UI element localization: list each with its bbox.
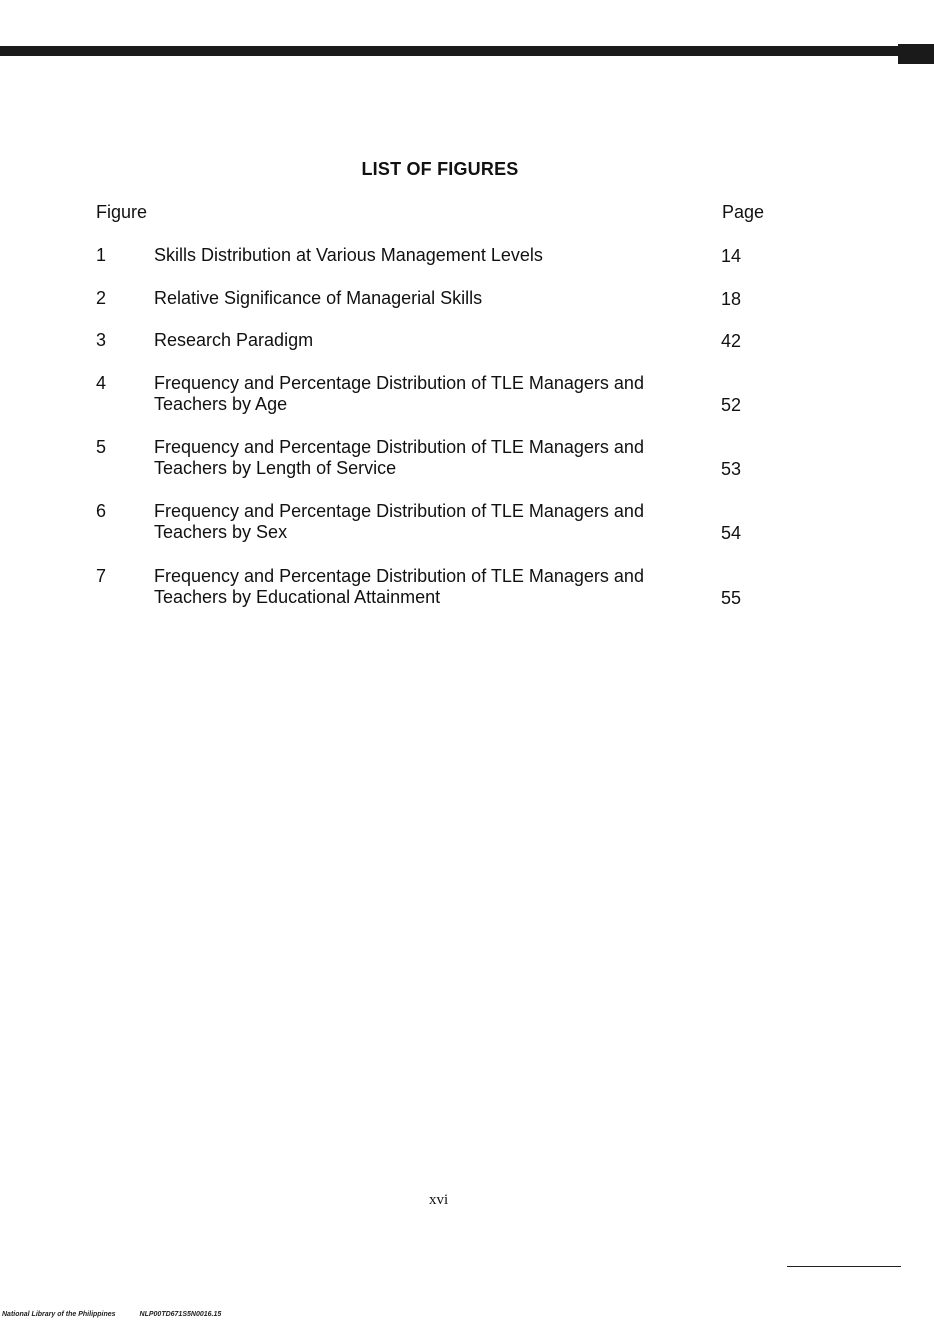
figure-caption: Frequency and Percentage Distribution of TLE Managers and Teachers by Educational Attainment [154,566,644,607]
footer-library-name: National Library of the Philippines [2,1311,116,1318]
figure-page: 18 [721,289,742,309]
figure-column-header: Figure [96,202,148,222]
figure-page: 53 [721,459,742,479]
figure-number: 5 [96,437,107,457]
page-column-header: Page [722,202,765,222]
scan-border-bar [0,44,934,58]
figure-page: 14 [721,246,742,266]
footer-rule [787,1266,901,1267]
figure-caption: Relative Significance of Managerial Skills [154,288,483,308]
figure-page: 54 [721,523,742,543]
page-title: LIST OF FIGURES [361,159,519,179]
figure-caption: Frequency and Percentage Distribution of TLE Managers and Teachers by Length of Service [154,437,644,478]
footer-document-code: NLP00TD671S5N0016.15 [139,1311,222,1318]
figure-number: 7 [96,566,107,586]
figure-caption: Research Paradigm [154,330,314,350]
figure-number: 6 [96,501,107,521]
library-footer [2,1311,221,1318]
figure-page: 52 [721,395,742,415]
figure-page: 55 [721,588,742,608]
figure-page: 42 [721,331,742,351]
scan-corner-block [898,44,934,64]
figure-number: 1 [96,245,107,265]
figure-number: 4 [96,373,107,393]
figure-number: 3 [96,330,107,350]
figure-number: 2 [96,288,107,308]
figure-caption: Skills Distribution at Various Management Levels [154,245,543,265]
page-number: xvi [429,1192,449,1208]
figure-caption: Frequency and Percentage Distribution of TLE Managers and Teachers by Sex [154,501,644,542]
figure-caption: Frequency and Percentage Distribution of TLE Managers and Teachers by Age [154,373,644,414]
